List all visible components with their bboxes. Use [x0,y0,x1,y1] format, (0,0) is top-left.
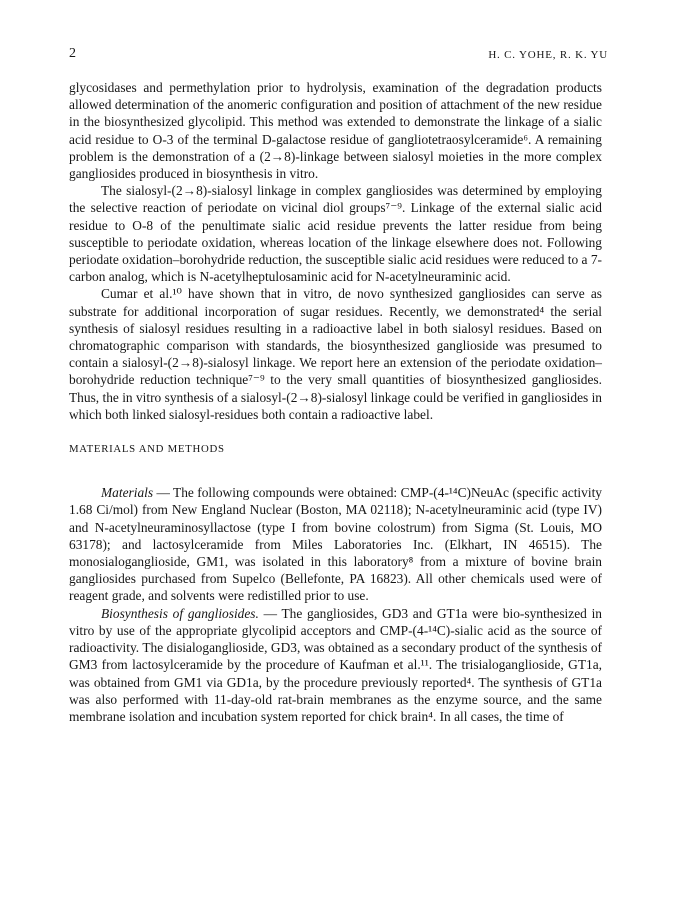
subhead-materials: Materials [101,485,154,501]
biosynthesis-text: — The gangliosides, GD3 and GT1a were bio-synthesized in vitro by use of the appropriate glycolipid acceptors and CMP-(4-¹⁴C)-sialic acid as the source of radioactivity. The disialoganglioside, GD3, was obtained as a secondary product of the synthesis of GM3 from lactosylceramide by the procedure of Kaufman et al.¹¹. The trisialoganglioside, GT1a, was obtained from GM1 via GD1a, by the procedure previously reported⁴. The synthesis of GT1a was also performed with 11-day-old rat-brain membranes as the enzyme source, and the same membrane isolation and incubation system reported for chick brain⁴. In all cases, the time of [69,605,603,724]
paragraph: Cumar et al.¹⁰ have shown that in vitro, de novo synthesized gangliosides can serve as substrate for additional incorporation of sugar residues. Recently, we demonstrated⁴ the serial synthesis of sialosyl residues resulting in a radioactive label in both sialosyl residues. Based on chromatographic comparison with standards, the biosynthesized ganglioside was presumed to contain a sialosyl-(2→8)-sialosyl linkage. We report here an extension of the periodate oxidation–borohydride reduction technique⁷⁻⁹ to the very small quantities of biosynthesized gangliosides. Thus, the in vitro synthesis of a sialosyl-(2→8)-sialosyl linkage could be verified in gangliosides in which both linked sialosyl-residues both contain a radioactive label. [69,286,602,422]
section-heading: MATERIALS AND METHODS [69,443,225,456]
running-head: H. C. YOHE, R. K. YU [488,49,608,61]
page-header [0,0,676,80]
body-text [69,79,602,725]
materials-text: — The following compounds were obtained: CMP-(4-¹⁴C)NeuAc (specific activity 1.68 Ci/mol) from New England Nuclear (Boston, MA 02118); N-acetylneuraminic acid (type IV) and N-acetylneuraminosyllactose (type I from bovine colostrum) from Sigma (St. Louis, MO 63178); and lactosylceramide from Miles Laboratories Inc. (Elkhart, IN 46515). The monosialoganglioside, GM1, was isolated in this laboratory⁸ from a mixture of bovine brain gangliosides purchased from Supelco (Bellefonte, PA 16823). All other chemicals used were of reagent grade, and solvents were redistilled prior to use. [69,485,602,604]
page-number: 2 [69,46,76,61]
materials-paragraph [69,484,602,604]
paragraph: The sialosyl-(2→8)-sialosyl linkage in complex gangliosides was determined by employing the selective reaction of periodate on vicinal diol groups⁷⁻⁹. Linkage of the external sialic acid residue to O-8 of the penultimate sialic acid residue prevents the latter residue from being susceptible to periodate oxidation, whereas location of the linkage elsewhere does not. Following periodate oxidation–borohydride reduction, the susceptible sialic acid residues were reduced to a 7-carbon analog, which is N-acetylheptulosaminic acid for N-acetylneuraminic acid. [69,183,602,285]
biosynthesis-paragraph [69,605,602,725]
paragraph: glycosidases and permethylation prior to hydrolysis, examination of the degradation products allowed determination of the anomeric configuration and position of attachment of the new residue in the biosynthesized glycolipid. This method was extended to demonstrate the linkage of a sialic acid residue to O-3 of the terminal D-galactose residue of gangliotetraosylceramide⁶. A remaining problem is the demonstration of a (2→8)-linkage between sialosyl moieties in the more complex gangliosides produced in biosynthesis in vitro. [69,80,602,182]
subhead-biosynthesis: Biosynthesis of gangliosides. [101,605,259,621]
